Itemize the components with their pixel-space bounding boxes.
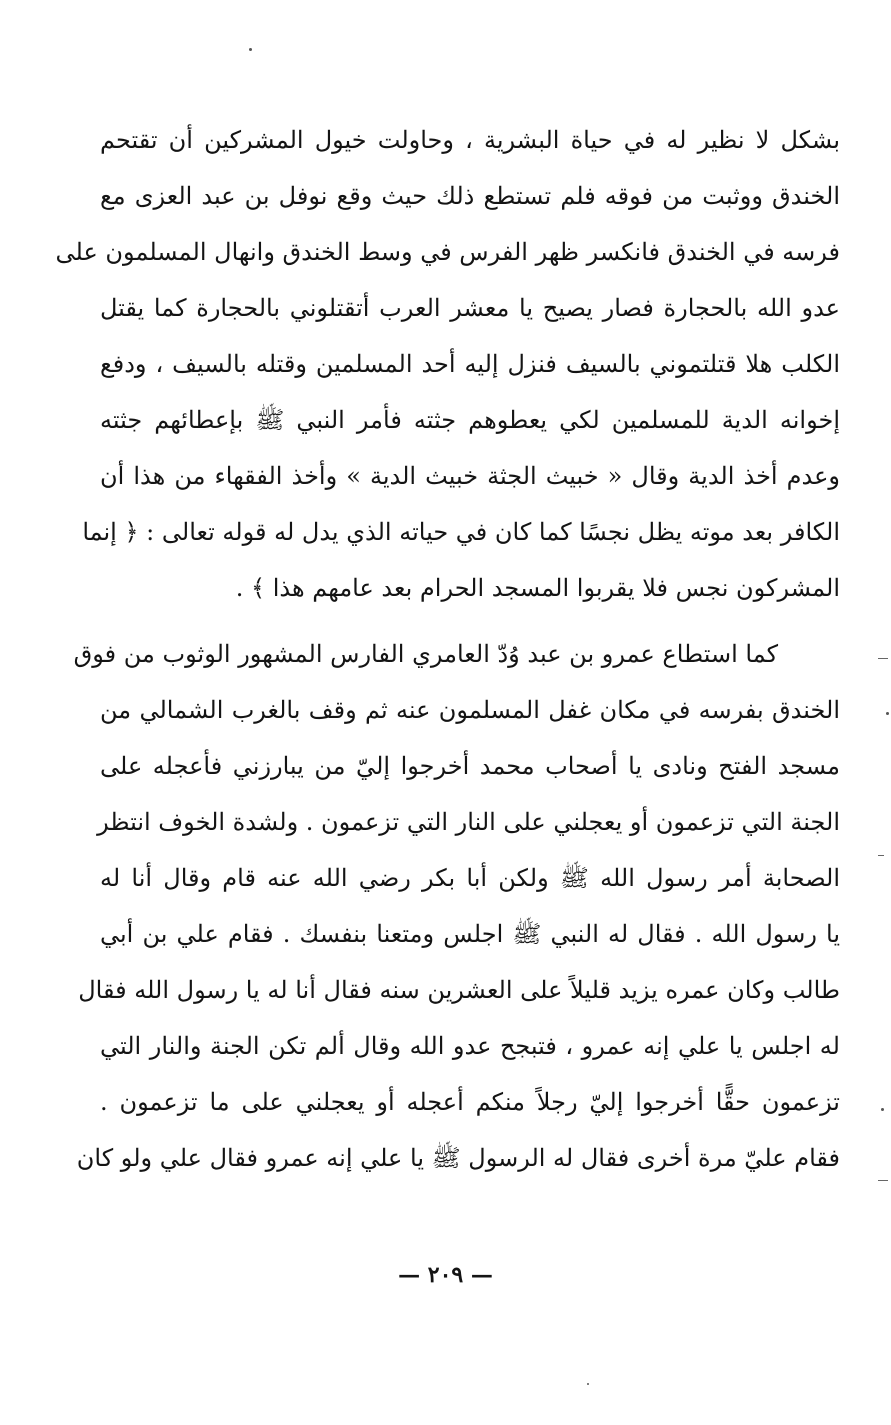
margin-mark [878, 1180, 888, 1181]
scan-speck [249, 48, 252, 51]
text-line: وعدم أخذ الدية وقال « خبيث الجثة خبيث الدية » وأخذ الفقهاء من هذا أن [100, 462, 840, 490]
text-line: فرسه في الخندق فانكسر ظهر الفرس في وسط الخندق وانهال المسلمون على [55, 238, 840, 266]
text-line: الصحابة أمر رسول الله ﷺ ولكن أبا بكر رضي الله عنه قام وقال أنا له [100, 864, 840, 892]
text-line-first: كما استطاع عمرو بن عبد وُدّ العامري الفارس المشهور الوثوب من فوق [73, 640, 778, 668]
text-line: الخندق بفرسه في مكان غفل المسلمون عنه ثم وقف بالغرب الشمالي من [100, 696, 840, 724]
text-line: الكلب هلا قتلتموني بالسيف فنزل إليه أحد المسلمين وقتله بالسيف ، ودفع [100, 350, 840, 378]
text-line: عدو الله بالحجارة فصار يصيح يا معشر العرب أتقتلوني بالحجارة كما يقتل [100, 294, 840, 322]
margin-mark [878, 658, 888, 659]
text-line: الخندق ووثبت من فوقه فلم تستطع ذلك حيث وقع نوفل بن عبد العزى مع [100, 182, 840, 210]
text-line: الجنة التي تزعمون أو يعجلني على النار التي تزعمون . ولشدة الخوف انتظر [97, 808, 840, 836]
text-line: بشكل لا نظير له في حياة البشرية ، وحاولت خيول المشركين أن تقتحم [100, 126, 840, 154]
text-line-last: المشركون نجس فلا يقربوا المسجد الحرام بعد عامهم هذا ﴾ . [235, 574, 840, 602]
scan-speck [587, 1383, 589, 1385]
text-line: تزعمون حقًّا أخرجوا إليّ رجلاً منكم أعجله أو يعجلني على ما تزعمون . [100, 1088, 840, 1116]
text-line: طالب وكان عمره يزيد قليلاً على العشرين سنه فقال أنا له يا رسول الله فقال [78, 976, 840, 1004]
scan-speck [886, 712, 889, 715]
text-line: فقام عليّ مرة أخرى فقال له الرسول ﷺ يا علي إنه عمرو فقال علي ولو كان [76, 1144, 840, 1172]
page-number: — ٢٠٩ — [398, 1262, 493, 1288]
paragraph-1 [55, 112, 840, 616]
paragraph-2 [73, 626, 840, 1186]
text-line: إخوانه الدية للمسلمين لكي يعطوهم جثته فأمر النبي ﷺ بإعطائهم جثته [100, 406, 840, 434]
margin-mark [878, 855, 884, 856]
text-line: مسجد الفتح ونادى يا أصحاب محمد أخرجوا إليّ من يبارزني فأعجله على [100, 752, 840, 780]
text-line: يا رسول الله . فقال له النبي ﷺ اجلس ومتعنا بنفسك . فقام علي بن أبي [100, 920, 840, 948]
text-line: له اجلس يا علي إنه عمرو ، فتبجح عدو الله وقال ألم تكن الجنة والنار التي [100, 1032, 840, 1060]
scan-speck [881, 1108, 884, 1111]
text-line: الكافر بعد موته يظل نجسًا كما كان في حياته الذي يدل له قوله تعالى : ﴿ إنما [82, 518, 840, 546]
